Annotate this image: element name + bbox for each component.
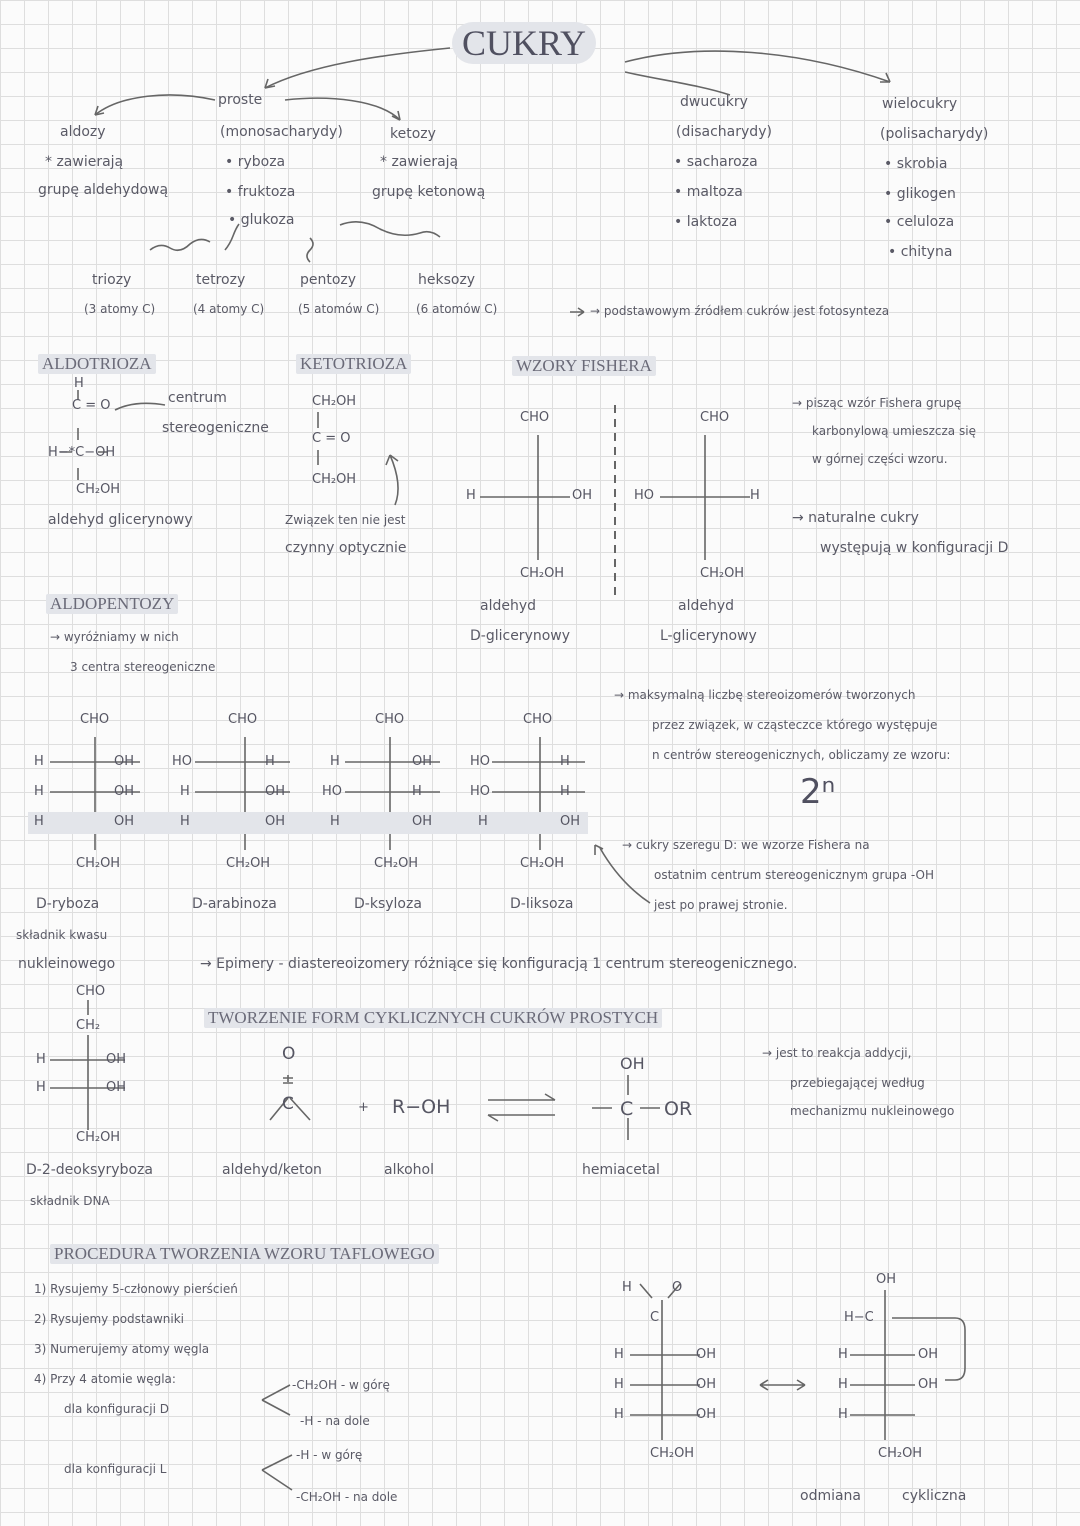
xyl-ho2: HO [322,784,343,799]
cyclic-note-l1: → jest to reakcja addycji, [762,1046,912,1060]
arrow-ketozy [285,98,400,120]
deoxy-note: składnik DNA [30,1194,110,1208]
cyc-oh2: OH [918,1377,939,1392]
aldotrioza-centrum: centrum [168,390,227,406]
wielocukry-sub: (polisacharydy) [880,126,989,142]
rib-h2: H [34,784,44,799]
d-name1: aldehyd [480,598,537,614]
l-name2: L-glicerynowy [660,628,757,644]
lyx-h1: H [560,754,570,769]
product-hemiacetal: hemiacetal [582,1162,660,1178]
deoxy-h1: H [36,1052,46,1067]
heading-cyclic: TWORZENIE FORM CYKLICZNYCH CUKRÓW PROSTYCH [204,1008,662,1028]
cyclic-note-l2: przebiegającej według [790,1076,925,1090]
deoxy-cho: CHO [76,984,106,999]
rib-h1: H [34,754,44,769]
open-oh3: OH [696,1407,717,1422]
class-pentozy-atoms: (5 atomów C) [298,302,380,316]
dwucukry-item-maltoza: • maltoza [674,184,743,200]
class-tetrozy-atoms: (4 atomy C) [193,302,265,316]
atom-c-o: C = O [72,398,111,413]
d-cho: CHO [520,410,550,425]
procedure-l-up: -H - w górę [296,1448,363,1462]
heading-aldotrioza: ALDOTRIOZA [38,354,156,374]
rib-oh1: OH [114,754,135,769]
cyc-h-c: H−C [844,1310,874,1325]
proste-item-ryboza: • ryboza [225,154,286,170]
name-d-ryboza: D-ryboza [36,896,100,912]
arrow-aldozy [95,95,215,115]
open-h1: H [614,1347,624,1362]
xyl-h2: H [412,784,422,799]
name-d-arabinoza: D-arabinoza [192,896,277,912]
procedure-d-up: -CH₂OH - w górę [292,1378,390,1392]
fisher-note1-l3: w górnej części wzoru. [812,452,948,466]
proste-sub: (monosacharydy) [220,124,343,140]
max-note-l2: przez związek, w cząsteczce którego występuje [652,718,938,732]
deoxy-ch2oh: CH₂OH [76,1130,121,1145]
proste-label: proste [218,92,263,108]
proste-item-fruktoza: • fruktoza [225,184,296,200]
ara-ho1: HO [172,754,193,769]
ara-oh3: OH [265,814,286,829]
ryboza-note2: nukleinowego [18,956,116,972]
name-d-ksyloza: D-ksyloza [354,896,422,912]
wielocukry-item-skrobia: • skrobia [884,156,948,172]
ara-ch2oh: CH₂OH [226,856,271,871]
photosynthesis-note: → podstawowym źródłem cukrów jest fotosynteza [590,304,890,318]
ara-h1: H [265,754,275,769]
hemi-or: OR [664,1098,693,1120]
class-triozy-atoms: (3 atomy C) [84,302,156,316]
fisher-note2-l1: → naturalne cukry [792,510,919,526]
d-series-l2: ostatnim centrum stereogenicznym grupa -OH [654,868,934,882]
rib-cho: CHO [80,712,110,727]
lyx-ch2oh: CH₂OH [520,856,565,871]
atom-h: H [74,376,84,391]
name-d-liksoza: D-liksoza [510,896,574,912]
procedure-l-down: -CH₂OH - na dole [296,1490,398,1504]
aldopentozy-l2: 3 centra stereogeniczne [70,660,216,674]
d-ch2oh: CH₂OH [520,566,565,581]
procedure-d-label: dla konfiguracji D [64,1402,169,1416]
class-triozy: triozy [92,272,132,288]
rib-h3: H [34,814,44,829]
xyl-oh3: OH [412,814,433,829]
deoxy-oh2: OH [106,1080,127,1095]
keto-ch2oh-top: CH₂OH [312,394,357,409]
heading-procedure: PROCEDURA TWORZENIA WZORU TAFLOWEGO [50,1244,439,1264]
d-h: H [466,488,476,503]
reagent-alkohol: alkohol [384,1162,434,1178]
atom-ch2oh: CH₂OH [76,482,121,497]
open-oh1: OH [696,1347,717,1362]
procedure-d-down: -H - na dole [300,1414,370,1428]
deoxy-ch2: CH₂ [76,1018,101,1033]
heading-fisher: WZORY FISHERA [512,356,656,376]
cyc-h3: H [838,1407,848,1422]
deoxy-h2: H [36,1080,46,1095]
lyx-ho2: HO [470,784,491,799]
d-oh: OH [572,488,593,503]
ryboza-note1: składnik kwasu [16,928,108,942]
xyl-cho: CHO [375,712,405,727]
dwucukry-item-laktoza: • laktoza [674,214,738,230]
arrow-dwucukry [625,72,730,95]
procedure-step1: 1) Rysujemy 5-członowy pierścień [34,1282,238,1296]
lyx-ho1: HO [470,754,491,769]
fisher-note1-l2: karbonylową umieszcza się [812,424,976,438]
page-title: CUKRY [452,22,596,64]
open-h: H [622,1280,632,1295]
hemi-oh: OH [620,1054,645,1073]
plus-sign: + [358,1100,369,1115]
keto-ch2oh-bottom: CH₂OH [312,472,357,487]
l-h: H [750,488,760,503]
xyl-ch2oh: CH₂OH [374,856,419,871]
l-name1: aldehyd [678,598,735,614]
label-cykliczna: cykliczna [902,1488,967,1504]
open-oh2: OH [696,1377,717,1392]
aldotrioza-name: aldehyd glicerynowy [48,512,193,528]
arrow-proste [265,48,450,88]
aldozy-l1: * zawierają [45,154,124,170]
ketozy-l2: grupę ketonową [372,184,486,200]
lyx-cho: CHO [523,712,553,727]
reagent-aldehyd-keton: aldehyd/keton [222,1162,322,1178]
open-ch2oh: CH₂OH [650,1446,695,1461]
ketotrioza-note1: Związek ten nie jest [285,513,406,527]
procedure-step2: 2) Rysujemy podstawniki [34,1312,185,1326]
l-cho: CHO [700,410,730,425]
d-series-l1: → cukry szeregu D: we wzorze Fishera na [622,838,870,852]
cyc-oh1: OH [918,1347,939,1362]
open-o: O [672,1280,683,1295]
heading-aldopentozy: ALDOPENTOZY [46,594,178,614]
aldotrioza-stereo: stereogeniczne [162,420,269,436]
heading-ketotrioza: KETOTRIOZA [296,354,411,374]
deoxy-name: D-2-deoksyryboza [26,1162,153,1178]
ketozy-label: ketozy [390,126,436,142]
xyl-h3: H [330,814,340,829]
class-heksozy-atoms: (6 atomów C) [416,302,498,316]
cyc-h1: H [838,1347,848,1362]
lyx-oh3: OH [560,814,581,829]
open-h3: H [614,1407,624,1422]
roh: R−OH [392,1096,451,1118]
lyx-h3: H [478,814,488,829]
lyx-h2: H [560,784,570,799]
ara-oh2: OH [265,784,286,799]
dwucukry-sub: (disacharydy) [676,124,772,140]
deoxy-oh1: OH [106,1052,127,1067]
procedure-step4: 4) Przy 4 atomie węgla: [34,1372,176,1386]
ketotrioza-note2: czynny optycznie [285,540,407,556]
dwucukry-item-sacharoza: • sacharoza [674,154,758,170]
class-heksozy: heksozy [418,272,476,288]
open-h2: H [614,1377,624,1392]
rib-oh2: OH [114,784,135,799]
d-name2: D-glicerynowy [470,628,571,644]
ara-h2: H [180,784,190,799]
keto-c-o: C = O [312,431,351,446]
cyc-oh-top: OH [876,1272,897,1287]
ara-cho: CHO [228,712,258,727]
xyl-h1: H [330,754,340,769]
highlight-row [28,812,588,834]
procedure-l-label: dla konfiguracji L [64,1462,167,1476]
max-note-l3: n centrów stereogenicznych, obliczamy ze wzoru: [652,748,951,762]
ara-h3: H [180,814,190,829]
wielocukry-item-glikogen: • glikogen [884,186,956,202]
wielocukry-item-celuloza: • celuloza [884,214,955,230]
arrow-wielocukry [625,51,890,82]
class-tetrozy: tetrozy [196,272,246,288]
aldozy-label: aldozy [60,124,106,140]
l-ch2oh: CH₂OH [700,566,745,581]
cyclic-note-l3: mechanizmu nukleinowego [790,1104,955,1118]
label-odmiana: odmiana [800,1488,862,1504]
aldozy-l2: grupę aldehydową [38,182,169,198]
dwucukry-label: dwucukry [680,94,748,110]
procedure-step3: 3) Numerujemy atomy węgla [34,1342,210,1356]
cyc-h2: H [838,1377,848,1392]
max-note-l1: → maksymalną liczbę stereoizomerów tworzonych [614,688,916,702]
formula-2n: 2ⁿ [800,772,836,812]
xyl-oh1: OH [412,754,433,769]
rib-oh3: OH [114,814,135,829]
rib-ch2oh: CH₂OH [76,856,121,871]
d-series-l3: jest po prawej stronie. [654,898,788,912]
cyc-ch2oh: CH₂OH [878,1446,923,1461]
carbonyl-o: O [282,1044,296,1064]
fisher-note1-l1: → pisząc wzór Fishera grupę [792,396,962,410]
proste-item-glukoza: • glukoza [228,212,295,228]
fisher-note2-l2: występują w konfiguracji D [820,540,1009,556]
wielocukry-item-chityna: • chityna [888,244,953,260]
hemi-c: C [620,1098,634,1120]
open-c: C [650,1310,660,1325]
l-ho: HO [634,488,655,503]
ketozy-l1: * zawierają [380,154,459,170]
wielocukry-label: wielocukry [882,96,958,112]
epimery-note: → Epimery - diastereoizomery różniące się konfiguracją 1 centrum stereogenicznego. [200,956,798,972]
carbonyl-c: C [282,1094,294,1114]
atom-h-c-oh: H−*C−OH [48,445,116,460]
class-pentozy: pentozy [300,272,357,288]
aldopentozy-l1: → wyróżniamy w nich [50,630,179,644]
